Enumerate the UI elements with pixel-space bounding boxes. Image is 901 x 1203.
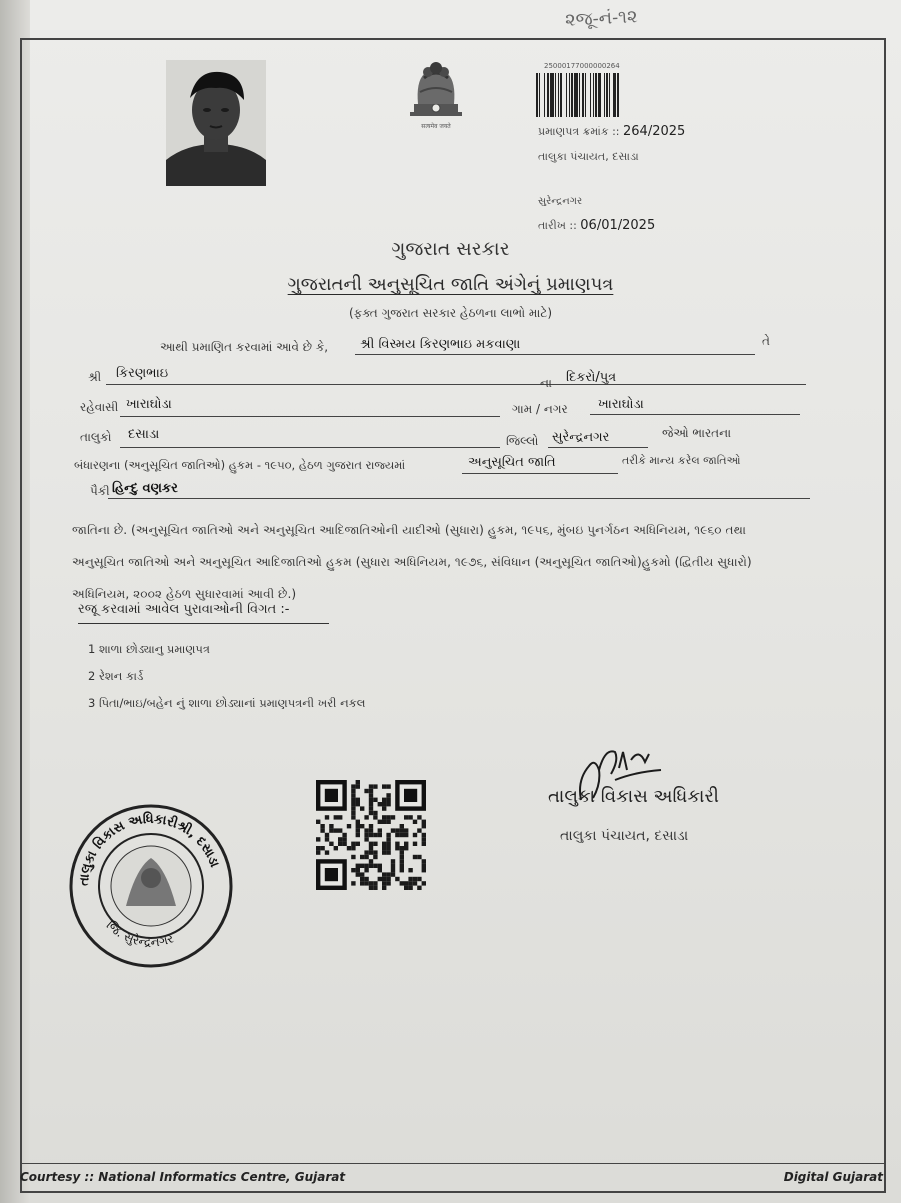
- qr-module: [369, 864, 373, 868]
- qr-module: [382, 881, 386, 885]
- qr-module: [342, 837, 346, 841]
- evidence-item: 3 પિતા/ભાઇ/બહેન નું શાળા છોડ્યાનાં પ્રમાણપત્રની ખરી નકલ: [88, 696, 366, 710]
- qr-module: [382, 846, 386, 850]
- qr-module: [417, 815, 421, 819]
- qr-module: [382, 842, 386, 846]
- government-title: ગુજરાત સરકાર: [391, 238, 510, 260]
- qr-module: [382, 815, 386, 819]
- qr-module: [334, 815, 338, 819]
- qr-module: [417, 877, 421, 881]
- legal-paragraph: જાતિના છે. (અનુસૂચિત જાતિઓ અને અનુસૂચિત આદિજાતિઓની યાદીઓ (સુધારા) હુકમ, ૧૯૫૬, મુંબઇ પુનર્ગઠન અધિનિયમ, ૧૯૬૦ તથા અનુસૂચિત જાતિઓ અને અનુસૂચિત આદિજાતિઓ હુકમ (સુધારા અધિનિયમ, ૧૯૭૬, સંવિધાન (અનુસૂચિત જાતિઓ)હુકમો (દ્વિતીય સુધારો) અધિનિયમ, ૨૦૦૨ હેઠળ સુધારવામાં આવી છે.): [72, 523, 752, 601]
- among-label: પૈકી: [90, 484, 110, 498]
- qr-module: [369, 886, 373, 890]
- resident-underline: [120, 416, 500, 417]
- qr-module: [338, 828, 342, 832]
- qr-module: [351, 789, 355, 793]
- qr-module: [356, 868, 360, 872]
- qr-module: [364, 828, 368, 832]
- qr-module: [356, 780, 360, 784]
- qr-module: [356, 828, 360, 832]
- qr-module: [382, 806, 386, 810]
- qr-module: [342, 842, 346, 846]
- qr-module: [422, 868, 426, 872]
- qr-module: [373, 784, 377, 788]
- qr-module: [316, 850, 320, 854]
- qr-module: [351, 798, 355, 802]
- qr-module: [395, 842, 399, 846]
- qr-module: [386, 837, 390, 841]
- qr-module: [369, 793, 373, 797]
- qr-module: [360, 872, 364, 876]
- qr-module: [386, 820, 390, 824]
- qr-module: [338, 815, 342, 819]
- qr-module: [378, 877, 382, 881]
- qr-module: [386, 798, 390, 802]
- qr-finder: [325, 789, 338, 802]
- qr-module: [373, 881, 377, 885]
- qr-module: [347, 846, 351, 850]
- qr-module: [325, 833, 329, 837]
- qr-module: [338, 842, 342, 846]
- qr-module: [356, 864, 360, 868]
- qr-module: [391, 868, 395, 872]
- certificate-number-row: [538, 124, 685, 139]
- qr-module: [400, 859, 404, 863]
- qr-module: [382, 872, 386, 876]
- recognized-text: તરીકે માન્ય કરેલ જાતિઓ: [622, 454, 741, 467]
- qr-module: [369, 881, 373, 885]
- qr-module: [400, 828, 404, 832]
- qr-module: [360, 877, 364, 881]
- qr-module: [373, 850, 377, 854]
- footer-courtesy: Courtesy :: National Informatics Centre, Gujarat: [20, 1170, 346, 1184]
- qr-module: [395, 846, 399, 850]
- qr-module: [356, 833, 360, 837]
- qr-module: [422, 837, 426, 841]
- qr-module: [316, 837, 320, 841]
- svg-text:તાલુકા વિકાસ અધિકારીશ્રી, દસાડ: તાલુકા વિકાસ અધિકારીશ્રી, દસાડા: [76, 811, 222, 887]
- qr-module: [320, 824, 324, 828]
- category-underline: [462, 473, 618, 474]
- qr-module: [351, 784, 355, 788]
- qr-module: [373, 886, 377, 890]
- resident-place: ખારાઘોડા: [126, 397, 172, 412]
- qr-module: [422, 842, 426, 846]
- qr-module: [404, 886, 408, 890]
- caste-underline: [108, 498, 810, 499]
- qr-module: [382, 798, 386, 802]
- qr-module: [356, 872, 360, 876]
- handwritten-reference: ૨જૂ-નં-૧૨: [564, 6, 639, 31]
- applicant-photo: [166, 60, 266, 186]
- qr-module: [325, 837, 329, 841]
- qr-module: [329, 828, 333, 832]
- qr-module: [347, 824, 351, 828]
- qr-module: [400, 850, 404, 854]
- village: ખારાઘોડા: [598, 397, 644, 412]
- qr-module: [395, 833, 399, 837]
- qr-module: [351, 842, 355, 846]
- qr-module: [422, 833, 426, 837]
- village-label: ગામ / નગર: [512, 402, 568, 416]
- qr-module: [334, 846, 338, 850]
- qr-module: [351, 815, 355, 819]
- district-underline: [548, 447, 648, 448]
- issue-date: 06/01/2025: [580, 218, 656, 233]
- national-emblem-icon: [400, 48, 472, 132]
- qr-module: [351, 811, 355, 815]
- relation: દિકરો/પુત્ર: [566, 370, 617, 385]
- qr-module: [329, 824, 333, 828]
- qr-module: [391, 872, 395, 876]
- evidence-list: [88, 636, 365, 717]
- qr-module: [356, 798, 360, 802]
- qr-module: [382, 820, 386, 824]
- qr-module: [378, 864, 382, 868]
- qr-module: [369, 802, 373, 806]
- qr-module: [413, 833, 417, 837]
- father-name: કિરણભાઇ: [116, 366, 169, 381]
- qr-module: [356, 842, 360, 846]
- qr-module: [378, 833, 382, 837]
- qr-module: [391, 828, 395, 832]
- qr-module: [422, 864, 426, 868]
- qr-module: [369, 833, 373, 837]
- qr-module: [360, 881, 364, 885]
- district-label: જિલ્લો: [506, 434, 539, 448]
- qr-module: [373, 798, 377, 802]
- qr-module: [408, 815, 412, 819]
- qr-module: [360, 806, 364, 810]
- village-underline: [590, 414, 800, 415]
- certificate-title-text: ગુજરાતની અનુસૂચિત જાતિ અંગેનું પ્રમાણપત્ર: [287, 274, 614, 295]
- qr-module: [413, 820, 417, 824]
- footer-brand: Digital Gujarat: [783, 1170, 883, 1184]
- qr-module: [364, 877, 368, 881]
- date-label: તારીખ ::: [538, 219, 577, 232]
- qr-module: [364, 855, 368, 859]
- qr-module: [382, 802, 386, 806]
- qr-module: [369, 859, 373, 863]
- qr-module: [351, 855, 355, 859]
- signatory-office: તાલુકા પંચાયત, દસાડા: [560, 828, 689, 844]
- qr-module: [356, 824, 360, 828]
- qr-module: [369, 850, 373, 854]
- qr-module: [360, 824, 364, 828]
- certificate-number-label: પ્રમાણપત્ર ક્રમાંક ::: [538, 125, 620, 138]
- qr-module: [422, 881, 426, 885]
- signatory-title: તાલુકા વિકાસ અધિકારી: [548, 786, 719, 807]
- qr-module: [391, 864, 395, 868]
- constitution-text: બંધારણના (અનુસૂચિત જાતિઓ) હુકમ - ૧૯૫૦, હેઠળ ગુજરાત રાજ્યમાં: [74, 458, 406, 472]
- qr-module: [400, 824, 404, 828]
- qr-module: [351, 793, 355, 797]
- qr-module: [360, 864, 364, 868]
- qr-module: [413, 855, 417, 859]
- qr-module: [351, 868, 355, 872]
- qr-module: [400, 846, 404, 850]
- barcode-bar: [619, 73, 620, 117]
- taluka: દસાડા: [128, 427, 160, 442]
- qr-module: [373, 815, 377, 819]
- footer-rule: [20, 1163, 886, 1164]
- qr-module: [382, 877, 386, 881]
- qr-module: [408, 881, 412, 885]
- bharat-label: જેઓ ભારતના: [662, 426, 732, 440]
- district: સુરેન્દ્રનગર: [552, 430, 610, 445]
- qr-module: [369, 811, 373, 815]
- qr-module: [364, 881, 368, 885]
- qr-module: [369, 784, 373, 788]
- qr-module: [364, 850, 368, 854]
- svg-text:सत्यमेव जयते: सत्यमेव जयते: [421, 123, 451, 130]
- qr-module: [373, 833, 377, 837]
- qr-module: [364, 833, 368, 837]
- qr-module: [369, 806, 373, 810]
- qr-module: [417, 855, 421, 859]
- qr-module: [342, 833, 346, 837]
- qr-module: [413, 881, 417, 885]
- qr-module: [356, 820, 360, 824]
- category: અનુસૂચિત જાતિ: [468, 455, 556, 470]
- caste: હિન્દુ વણકર: [112, 481, 178, 496]
- shri-label: શ્રી: [88, 370, 102, 384]
- qr-module: [378, 802, 382, 806]
- barcode-number: 25000177000000264: [544, 62, 620, 70]
- qr-module: [413, 877, 417, 881]
- qr-module: [422, 859, 426, 863]
- te-label: તે: [762, 334, 770, 348]
- qr-module: [369, 824, 373, 828]
- official-seal-icon: [66, 798, 236, 974]
- qr-module: [400, 864, 404, 868]
- qr-module: [356, 802, 360, 806]
- qr-module: [369, 846, 373, 850]
- qr-module: [373, 811, 377, 815]
- qr-module: [386, 877, 390, 881]
- qr-module: [329, 842, 333, 846]
- qr-module: [391, 815, 395, 819]
- qr-finder: [404, 789, 417, 802]
- qr-module: [404, 833, 408, 837]
- qr-module: [316, 846, 320, 850]
- qr-module: [373, 864, 377, 868]
- evidence-item: 2 રેશન કાર્ડ: [88, 669, 144, 683]
- qr-module: [351, 806, 355, 810]
- qr-module: [369, 798, 373, 802]
- qr-module: [386, 842, 390, 846]
- qr-module: [382, 886, 386, 890]
- certificate-number: 264/2025: [623, 124, 686, 139]
- qr-module: [378, 868, 382, 872]
- evidence-item: 1 શાળા છોડ્યાનુ પ્રમાણપત્ર: [88, 642, 210, 656]
- qr-module: [378, 820, 382, 824]
- qr-module: [369, 842, 373, 846]
- na-label: ના: [540, 376, 552, 390]
- qr-module: [422, 820, 426, 824]
- qr-module: [404, 828, 408, 832]
- qr-module: [325, 850, 329, 854]
- qr-module: [320, 828, 324, 832]
- qr-module: [325, 815, 329, 819]
- qr-module: [320, 846, 324, 850]
- qr-module: [378, 828, 382, 832]
- issuing-district: સુરેન્દ્રનગર: [538, 196, 583, 207]
- qr-module: [395, 828, 399, 832]
- qr-module: [417, 886, 421, 890]
- qr-module: [386, 850, 390, 854]
- father-underline: [106, 384, 806, 385]
- qr-module: [386, 833, 390, 837]
- qr-module: [364, 868, 368, 872]
- taluka-underline: [120, 447, 500, 448]
- qr-module: [400, 868, 404, 872]
- qr-module: [413, 842, 417, 846]
- qr-module: [400, 833, 404, 837]
- qr-module: [382, 784, 386, 788]
- qr-module: [386, 784, 390, 788]
- date-row: [538, 218, 655, 233]
- qr-module: [351, 802, 355, 806]
- certificate-subtitle: (ફક્ત ગુજરાત સરકાર હેઠળના લાભો માટે): [348, 306, 553, 320]
- qr-module: [386, 802, 390, 806]
- qr-module: [404, 846, 408, 850]
- applicant-name: શ્રી વિસ્મય કિરણભાઇ મકવાણા: [360, 337, 521, 352]
- evidence-heading: રજૂ કરવામાં આવેલ પુરાવાઓની વિગત :-: [78, 602, 329, 624]
- qr-module: [373, 855, 377, 859]
- qr-module: [395, 877, 399, 881]
- qr-module: [382, 850, 386, 854]
- qr-module: [404, 842, 408, 846]
- qr-finder: [325, 868, 338, 881]
- qr-module: [408, 886, 412, 890]
- name-underline: [355, 354, 755, 355]
- qr-module: [356, 784, 360, 788]
- qr-code: [316, 780, 430, 904]
- qr-module: [369, 789, 373, 793]
- qr-module: [422, 824, 426, 828]
- barcode: [536, 73, 696, 117]
- qr-module: [334, 828, 338, 832]
- qr-module: [408, 868, 412, 872]
- qr-module: [400, 881, 404, 885]
- qr-module: [351, 881, 355, 885]
- qr-module: [386, 872, 390, 876]
- qr-module: [417, 828, 421, 832]
- qr-module: [364, 864, 368, 868]
- qr-module: [386, 793, 390, 797]
- qr-module: [386, 846, 390, 850]
- qr-module: [386, 881, 390, 885]
- qr-module: [316, 820, 320, 824]
- certify-label: આથી પ્રમાણિત કરવામાં આવે છે કે,: [160, 340, 329, 354]
- qr-module: [364, 837, 368, 841]
- qr-module: [373, 842, 377, 846]
- qr-module: [351, 846, 355, 850]
- qr-module: [360, 855, 364, 859]
- svg-text:જિ. સુરેન્દ્રનગર: જિ. સુરેન્દ્રનગર: [103, 918, 176, 950]
- qr-module: [369, 828, 373, 832]
- qr-module: [338, 837, 342, 841]
- qr-module: [404, 881, 408, 885]
- qr-module: [391, 859, 395, 863]
- certificate-title: [0, 274, 901, 295]
- qr-module: [364, 815, 368, 819]
- taluka-label: તાલુકો: [80, 430, 112, 444]
- barcode-block: [536, 62, 696, 117]
- issuing-office: તાલુકા પંચાયત, દસાડા: [538, 150, 639, 163]
- qr-module: [404, 815, 408, 819]
- qr-module: [408, 877, 412, 881]
- resident-label: રહેવાસી: [80, 400, 119, 414]
- qr-module: [386, 815, 390, 819]
- qr-module: [364, 789, 368, 793]
- qr-module: [400, 855, 404, 859]
